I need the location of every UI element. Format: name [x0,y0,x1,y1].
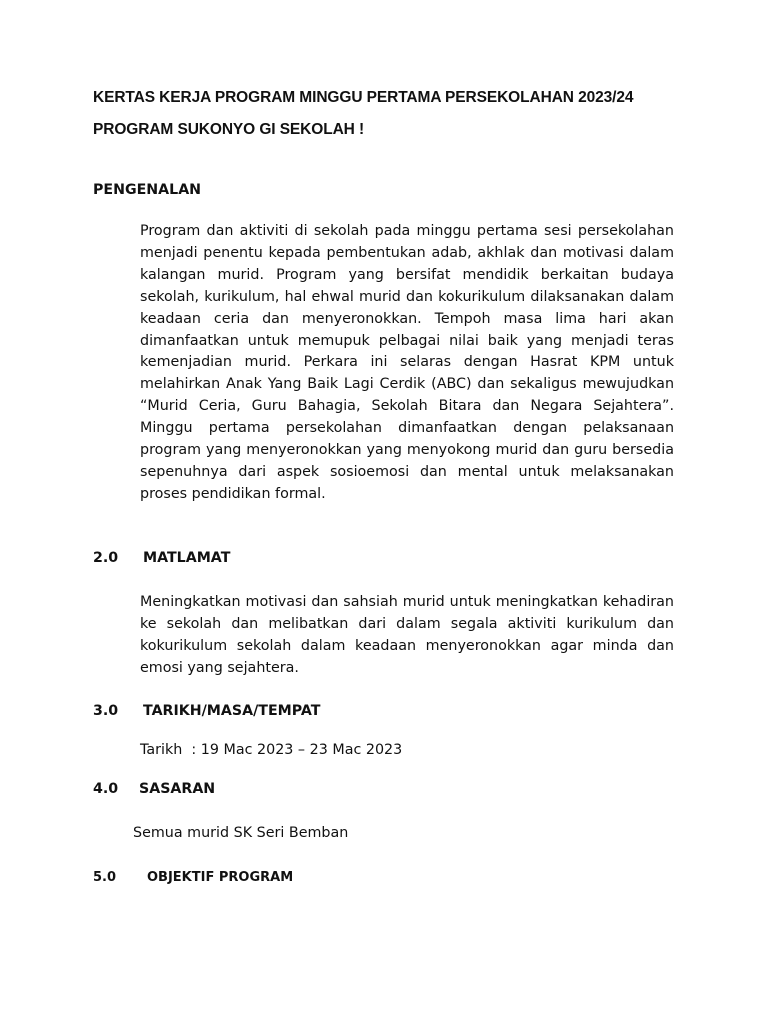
section-number: 4.0 [93,781,119,797]
document-title: KERTAS KERJA PROGRAM MINGGU PERTAMA PERSEKOLAHAN 2023/24 [93,89,634,106]
section-heading-objektif [93,870,293,885]
section-title: SASARAN [139,781,216,797]
section-title: MATLAMAT [143,550,231,566]
section-body-matlamat: Meningkatkan motivasi dan sahsiah murid untuk meningkatkan kehadiran ke sekolah dan melibatkan dari dalam segala aktiviti kurikulum dan kokurikulum sekolah dalam keadaan menyeronokkan agar minda dan emosi yang sejahtera. [140,594,674,676]
section-heading-pengenalan: PENGENALAN [93,182,202,198]
section-heading-sasaran [93,781,215,797]
section-heading-matlamat [93,550,230,566]
section-body-pengenalan: Program dan aktiviti di sekolah pada minggu pertama sesi persekolahan menjadi penentu kepada pembentukan adab, akhlak dan motivasi dalam kalangan murid. Program yang bersifat mendidik berkaitan budaya sekolah, kurikulum, hal ehwal murid dan kokurikulum dilaksanakan dalam keadaan ceria dan menyeronokkan. Tempoh masa lima hari akan dimanfaatkan untuk memupuk pelbagai nilai baik yang menjadi teras kemenjadian murid. Perkara ini selaras dengan Hasrat KPM untuk melahirkan Anak Yang Baik Lagi Cerdik (ABC) dan sekaligus mewujudkan “Murid Ceria, Guru Bahagia, Sekolah Bitara dan Negara Sejahtera”. Minggu pertama persekolahan dimanfaatkan dengan pelaksanaan program yang menyeronokkan yang menyokong murid dan guru bersedia sepenuhnya dari aspek sosioemosi dan mental untuk melaksanakan proses pendidikan formal. [140,223,674,502]
section-heading-tarikh [93,703,320,719]
section-number: 2.0 [93,550,119,566]
section-body-sasaran: Semua murid SK Seri Bemban [133,825,349,841]
section-title: OBJEKTIF PROGRAM [147,870,294,885]
section-number: 5.0 [93,870,117,885]
section-title: TARIKH/MASA/TEMPAT [143,703,321,719]
section-body-tarikh: Tarikh : 19 Mac 2023 – 23 Mac 2023 [140,742,403,758]
program-name: PROGRAM SUKONYO GI SEKOLAH ! [93,121,365,138]
section-number: 3.0 [93,703,119,719]
